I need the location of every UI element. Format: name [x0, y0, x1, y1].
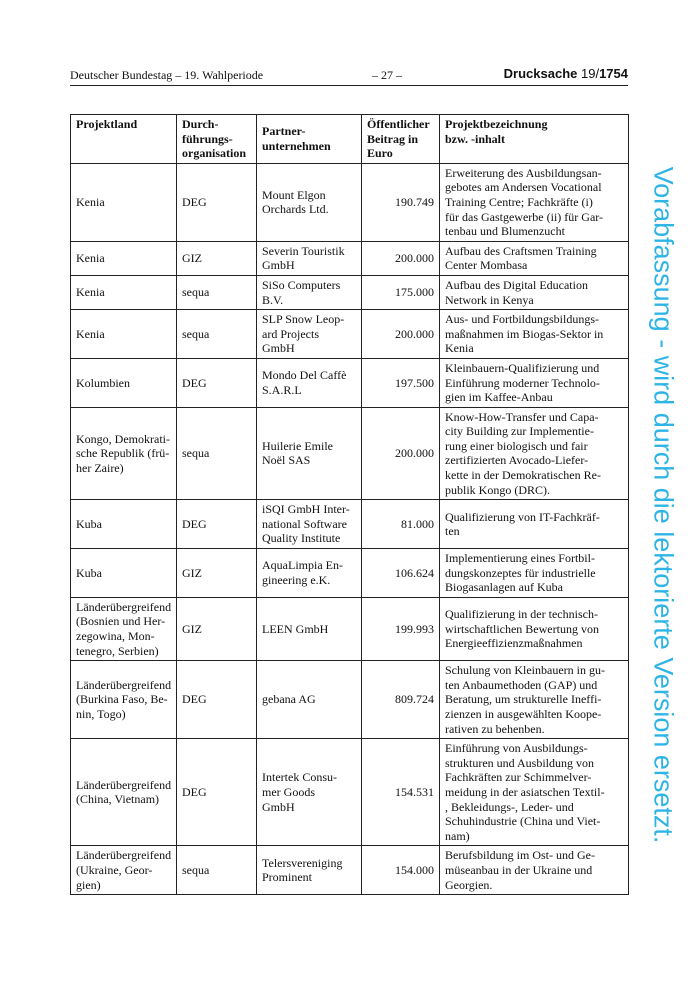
watermark-text: Vorabfassung - wird durch die lektorierte Version ersetzt.: [648, 166, 678, 844]
table-row: [71, 500, 629, 549]
cell-organisation: sequa: [177, 407, 257, 500]
header-projekt: Projektbezeichnung bzw. -inhalt: [440, 115, 629, 164]
cell-organisation: DEG: [177, 661, 257, 739]
cell-country: Kenia: [71, 241, 177, 275]
table-row: [71, 846, 629, 895]
cell-partner: gebana AG: [257, 661, 362, 739]
header-beitrag: Öffentlicher Beitrag in Euro: [362, 115, 440, 164]
page-header: [70, 67, 628, 86]
cell-project: Berufsbildung im Ost- und Ge- müseanbau in der Ukraine und Georgien.: [440, 846, 629, 895]
cell-country: Kolumbien: [71, 358, 177, 407]
cell-amount: 154.000: [362, 846, 440, 895]
table-header-row: [71, 115, 629, 164]
cell-amount: 199.993: [362, 597, 440, 660]
cell-partner: SiSo Computers B.V.: [257, 275, 362, 309]
doc-number: 1754: [599, 66, 628, 81]
cell-country: Länderübergreifend (Burkina Faso, Be- nin, Togo): [71, 661, 177, 739]
header-parliament: Deutscher Bundestag – 19. Wahlperiode: [70, 68, 264, 82]
cell-project: Aufbau des Craftsmen Training Center Mombasa: [440, 241, 629, 275]
cell-partner: Mount Elgon Orchards Ltd.: [257, 163, 362, 241]
cell-amount: 200.000: [362, 407, 440, 500]
cell-amount: 200.000: [362, 310, 440, 359]
draft-watermark: [640, 110, 685, 900]
cell-country: Kuba: [71, 500, 177, 549]
cell-partner: AquaLimpia En- gineering e.K.: [257, 549, 362, 598]
cell-organisation: DEG: [177, 739, 257, 846]
cell-project: Qualifizierung in der technisch- wirtschaftlichen Bewertung von Energieeffizienzmaßnahmen: [440, 597, 629, 660]
cell-organisation: GIZ: [177, 597, 257, 660]
cell-amount: 197.500: [362, 358, 440, 407]
table-row: [71, 407, 629, 500]
cell-project: Einführung von Ausbildungs- strukturen und Ausbildung von Fachkräften zur Schimmelver- meidung in der asiatschen Textil- , Bekleidungs-, Leder- und Schuhindustrie (China und Viet- nam): [440, 739, 629, 846]
cell-country: Kenia: [71, 275, 177, 309]
doc-label: Drucksache: [503, 66, 578, 81]
header-projektland: Projektland: [71, 115, 177, 164]
table-body: [71, 163, 629, 894]
cell-organisation: DEG: [177, 500, 257, 549]
table-row: [71, 597, 629, 660]
table-row: [71, 241, 629, 275]
cell-partner: Severin Touristik GmbH: [257, 241, 362, 275]
cell-organisation: DEG: [177, 163, 257, 241]
table-row: [71, 358, 629, 407]
table-row: [71, 163, 629, 241]
cell-country: Länderübergreifend (Ukraine, Geor- gien): [71, 846, 177, 895]
table-row: [71, 661, 629, 739]
cell-project: Kleinbauern-Qualifizierung und Einführung moderner Technolo- gien im Kaffee-Anbau: [440, 358, 629, 407]
cell-amount: 200.000: [362, 241, 440, 275]
cell-country: Länderübergreifend (Bosnien und Her- zegowina, Mon- tenegro, Serbien): [71, 597, 177, 660]
cell-country: Kenia: [71, 163, 177, 241]
table-row: [71, 310, 629, 359]
cell-amount: 81.000: [362, 500, 440, 549]
cell-organisation: sequa: [177, 310, 257, 359]
cell-amount: 190.749: [362, 163, 440, 241]
cell-country: Kongo, Demokrati- sche Republik (frü- her Zaire): [71, 407, 177, 500]
cell-project: Qualifizierung von IT-Fachkräf- ten: [440, 500, 629, 549]
cell-country: Kenia: [71, 310, 177, 359]
cell-project: Aufbau des Digital Education Network in Kenya: [440, 275, 629, 309]
cell-project: Aus- und Fortbildungsbildungs- maßnahmen im Biogas-Sektor in Kenia: [440, 310, 629, 359]
cell-partner: Mondo Del Caffè S.A.R.L: [257, 358, 362, 407]
project-table: [70, 114, 629, 895]
doc-period: 19/: [581, 66, 600, 81]
cell-partner: Telersvereniging Prominent: [257, 846, 362, 895]
cell-partner: iSQI GmbH Inter- national Software Quality Institute: [257, 500, 362, 549]
cell-amount: 106.624: [362, 549, 440, 598]
cell-country: Länderübergreifend (China, Vietnam): [71, 739, 177, 846]
header-organisation: Durch- führungs- organisation: [177, 115, 257, 164]
document-number: [504, 66, 628, 81]
cell-partner: LEEN GmbH: [257, 597, 362, 660]
cell-partner: SLP Snow Leop- ard Projects GmbH: [257, 310, 362, 359]
cell-amount: 175.000: [362, 275, 440, 309]
cell-organisation: GIZ: [177, 549, 257, 598]
header-partner: Partner- unternehmen: [257, 115, 362, 164]
cell-organisation: GIZ: [177, 241, 257, 275]
page-number: – 27 –: [372, 68, 402, 82]
table-row: [71, 275, 629, 309]
cell-amount: 154.531: [362, 739, 440, 846]
cell-partner: Huilerie Emile Noël SAS: [257, 407, 362, 500]
cell-partner: Intertek Consu- mer Goods GmbH: [257, 739, 362, 846]
cell-country: Kuba: [71, 549, 177, 598]
table-row: [71, 549, 629, 598]
cell-organisation: sequa: [177, 275, 257, 309]
cell-organisation: DEG: [177, 358, 257, 407]
cell-project: Schulung von Kleinbauern in gu- ten Anbaumethoden (GAP) und Beratung, um strukturelle Ineffi- zienzen in ausgewählten Koope- rativen zu behenben.: [440, 661, 629, 739]
table-row: [71, 739, 629, 846]
cell-organisation: sequa: [177, 846, 257, 895]
cell-amount: 809.724: [362, 661, 440, 739]
cell-project: Implementierung eines Fortbil- dungskonzeptes für industrielle Biogasanlagen auf Kuba: [440, 549, 629, 598]
cell-project: Know-How-Transfer und Capa- city Building zur Implementie- rung einer biologisch und fair zertifizierten Avocado-Liefer- kette in der Demokratischen Re- publik Kongo (DRC).: [440, 407, 629, 500]
cell-project: Erweiterung des Ausbildungsan- gebotes am Andersen Vocational Training Centre; Fachkräfte (i) für das Gastgewerbe (ii) für Gar- tenbau und Blumenzucht: [440, 163, 629, 241]
